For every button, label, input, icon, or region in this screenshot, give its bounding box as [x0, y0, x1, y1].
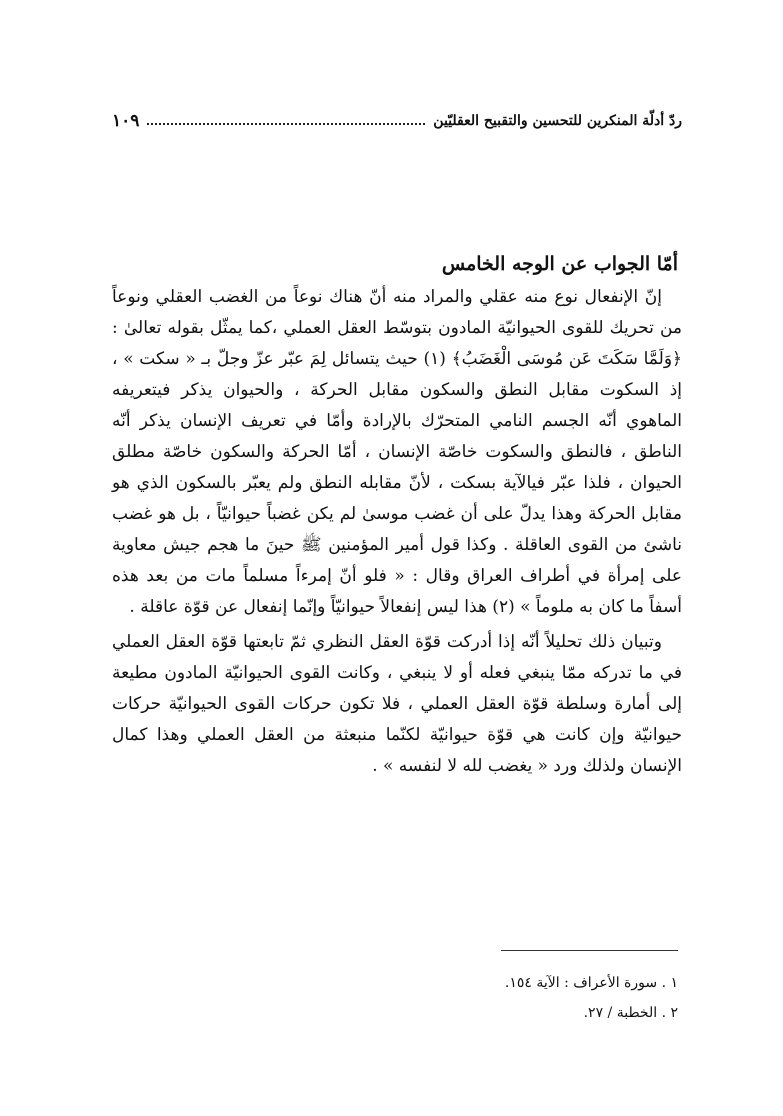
page-header	[112, 106, 682, 136]
running-title: ردّ أدلّة المنكرين للتحسين والتقبيح العقليّين	[433, 113, 682, 129]
footnote-1: ١ . سورة الأعراف : الآية ١٥٤.	[504, 975, 678, 991]
dotted-leader	[147, 123, 425, 125]
footnote-2: ٢ . الخطبة / ٢٧.	[583, 1005, 678, 1021]
paragraph-2: وتبيان ذلك تحليلاً أنّه إذا أدركت قوّة العقل النظري ثمّ تابعتها قوّة العقل العملي في ما تدركه ممّا ينبغي فعله أو لا ينبغي ، وكانت القوى الحيوانيّة المادون مطيعة إلى أمارة وسلطة قوّة العقل العملي ، فلا تكون حركات القوى الحيوانيّة حركات حيوانيّة وإن كانت هي قوّة حيوانيّة لكنّما منبعثة من العقل العملي وهذا كمال الإنسان ولذلك ورد « يغضب لله لا لنفسه » .	[112, 632, 682, 776]
page-number: ١٠٩	[112, 111, 140, 131]
section-heading: أمّا الجواب عن الوجه الخامس	[441, 253, 678, 275]
paragraph-1: إنّ الإنفعال نوع منه عقلي والمراد منه أنّ هناك نوعاً من الغضب العقلي ونوعاً من تحريك للقوى الحيوانيّة المادون بتوسّط العقل العملي ،كما يمثّل بقوله تعالىٰ : ﴿وَلَمَّا سَكَتَ عَن مُوسَى الْغَضَبُ﴾ (١) حيث يتسائل لِمَ عبّر عزّ وجلّ بـ « سكت » ، إذ السكوت مقابل النطق والسكون مقابل الحركة ، والحيوان يذكر فيتعريفه الماهوي أنّه الجسم النامي المتحرّك بالإرادة وأمّا في تعريف الإنسان يذكر أنّه الناطق ، فالنطق والسكوت خاصّة الإنسان ، أمّا الحركة والسكون خاصّة مطلق الحيوان ، فلذا عبّر فيالآية بسكت ، لأنّ مقابله النطق ولم يعبّر بالسكون الذي هو مقابل الحركة وهذا يدلّ على أن غضب موسىٰ لم يكن غضباً حيوانيّاً ، بل هو غضب ناشئ من القوى العاقلة . وكذا قول أمير المؤمنين ﷺ حينَ ما هجم جيش معاوية على إمرأة في أطراف العراق وقال : « فلو أنّ إمرءاً مسلماً مات من بعد هذه أسفاً ما كان به ملوماً » (٢) هذا ليس إنفعالاً حيوانيّاً وإنّما إنفعال عن قوّة عاقلة .	[112, 287, 682, 617]
body-text	[112, 282, 682, 782]
footnote-divider	[501, 950, 678, 951]
footnotes	[108, 968, 678, 1028]
